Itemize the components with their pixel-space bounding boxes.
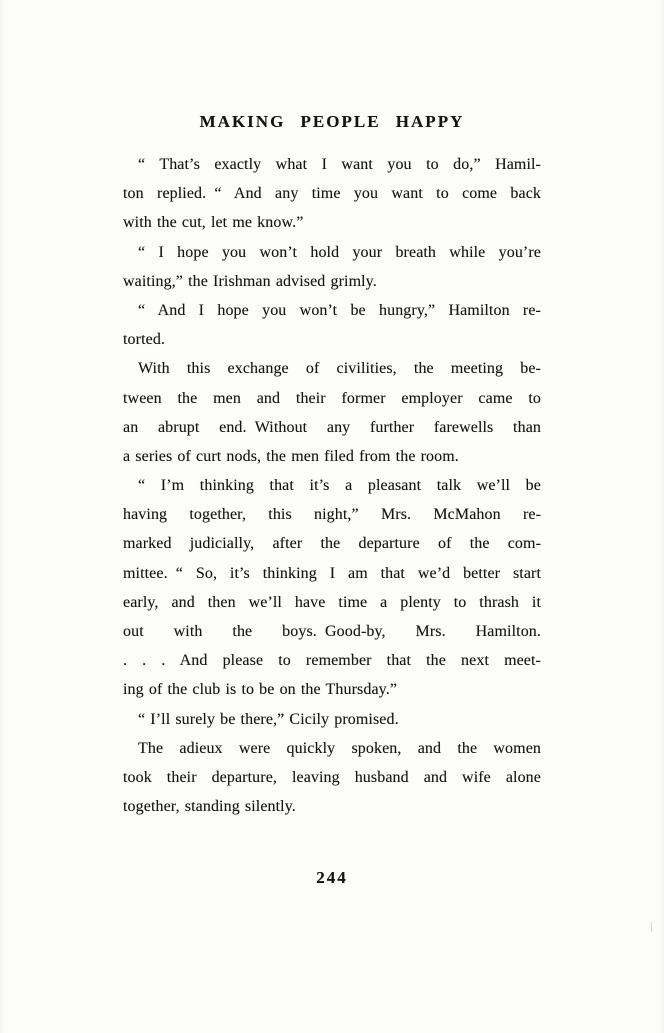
text-line: The adieux were quickly spoken, and the women bbox=[138, 739, 541, 757]
text-line: waiting,” the Irishman advised grimly. bbox=[123, 272, 377, 290]
scan-artifact bbox=[651, 922, 652, 932]
text-line: an abrupt end. Without any further farewells than bbox=[123, 418, 541, 436]
paragraph bbox=[123, 471, 541, 705]
text-line: With this exchange of civilities, the meeting be- bbox=[138, 360, 541, 378]
text-line: a series of curt nods, the men filed from the room. bbox=[123, 447, 459, 465]
text-line: with the cut, let me know.” bbox=[123, 214, 304, 232]
text-line: “ I hope you won’t hold your breath while you’re bbox=[138, 243, 541, 261]
text-line: “ I’ll surely be there,” Cicily promised. bbox=[138, 710, 399, 728]
paragraph bbox=[123, 238, 541, 296]
text-line: tween the men and their former employer came to bbox=[123, 389, 541, 407]
text-line: mittee. “ So, it’s thinking I am that we’d better start bbox=[123, 564, 541, 582]
text-line: took their departure, leaving husband and wife alone bbox=[123, 768, 541, 786]
text-line: marked judicially, after the departure of the com- bbox=[123, 535, 541, 553]
text-line: having together, this night,” Mrs. McMahon re- bbox=[123, 506, 541, 524]
page-body bbox=[123, 150, 541, 821]
paragraph bbox=[123, 734, 541, 822]
running-header: MAKING PEOPLE HAPPY bbox=[199, 112, 465, 131]
text-line: ing of the club is to be on the Thursday.” bbox=[123, 681, 398, 699]
text-line: out with the boys. Good-by, Mrs. Hamilton. bbox=[123, 623, 541, 640]
text-line: “ I’m thinking that it’s a pleasant talk we’ll be bbox=[138, 477, 541, 495]
text-line: torted. bbox=[123, 331, 166, 349]
paragraph bbox=[123, 705, 541, 734]
text-line: . . . And please to remember that the next meet- bbox=[123, 652, 541, 670]
text-line: together, standing silently. bbox=[123, 798, 296, 816]
page-number: 244 bbox=[316, 868, 348, 887]
paragraph bbox=[123, 296, 541, 354]
text-line: “ And I hope you won’t be hungry,” Hamilton re- bbox=[138, 301, 541, 319]
paragraph bbox=[123, 354, 541, 471]
paragraph bbox=[123, 150, 541, 238]
text-line: ton replied. “ And any time you want to come back bbox=[123, 185, 541, 203]
text-line: “ That’s exactly what I want you to do,” Hamil- bbox=[138, 156, 541, 173]
text-line: early, and then we’ll have time a plenty to thrash it bbox=[123, 593, 541, 611]
